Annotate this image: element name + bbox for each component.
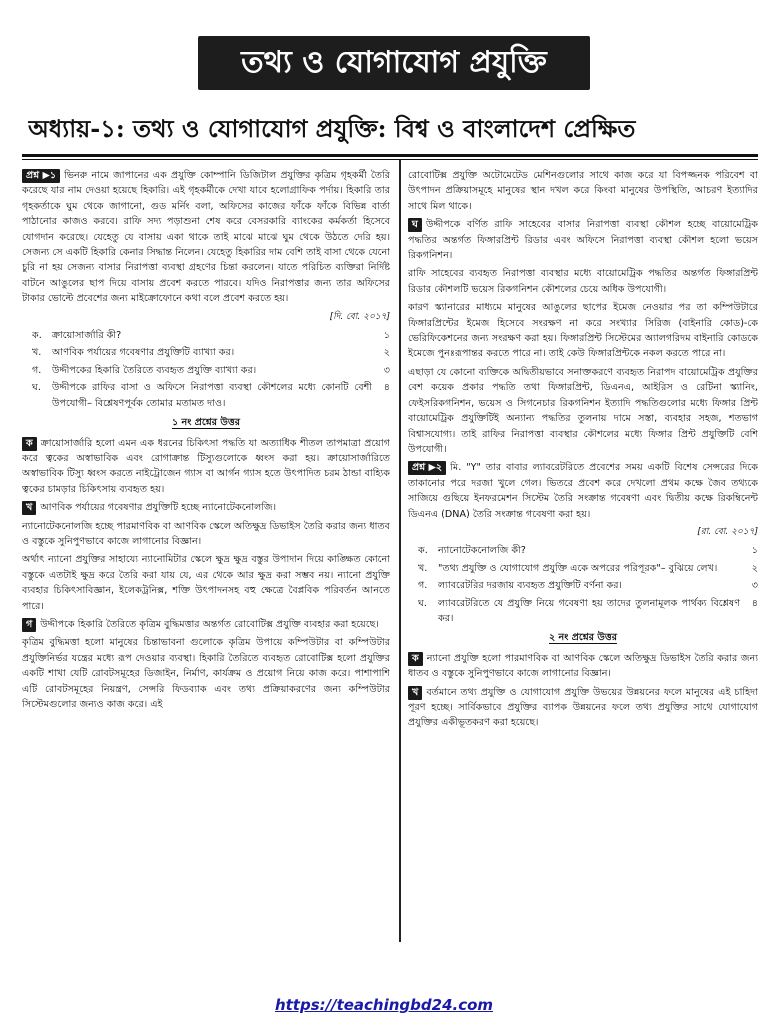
answer-1-ga-continued: রোবোটিক্স প্রযুক্তি অটোমেটেড মেশিনগুলোর সাথে কাজ করে যা বিপজ্জনক পরিবেশ বা উৎপাদন প্রক্রিয়াসমূহে মানুষের স্থান দখল করে কিংবা মানুষের উপস্থিতি, আচরণ ইত্যাদির সাথে মিল থাকে। xyxy=(408,170,758,212)
question-2-tag: প্রশ্ন ▶২ xyxy=(408,461,446,475)
right-column xyxy=(408,168,758,938)
question-item: ক. ক্রায়োসার্জারি কী? ১ xyxy=(32,330,390,342)
question-item: ঘ. ল্যাবরেটরিতে যে প্রযুক্তি নিয়ে গবেষণা হয় তাদের তুলনামূলক পার্থক্য বিশ্লেষণ কর। ৪ xyxy=(418,597,758,624)
answer-2-kha: খ বর্তমানে তথ্য প্রযুক্তি ও যোগাযোগ প্রযুক্তি উভয়ের উন্নয়নের ফলে মানুষের এই চাহিদা পূরণ হচ্ছে। সার্বিকভাবে প্রযুক্তির ব্যাপক উন্নয়নের ফলে তথ্য প্রযুক্তির সাথে যোগাযোগ প্রযুক্তির একীভূতকরণ করা হয়েছে। xyxy=(408,686,758,729)
answer-1-ga: গ উদ্দীপকে হিকারি তৈরিতে কৃত্রিম বুদ্ধিমত্তার অন্তর্গত রোবোটিক্স প্রযুক্তি ব্যবহার করা হয়েছে। xyxy=(22,617,390,632)
question-item: গ. ল্যাবরেটরির দরজায় ব্যবহৃত প্রযুক্তিটি বর্ণনা কর। ৩ xyxy=(418,580,758,592)
left-column xyxy=(22,168,390,938)
title-rule-bottom xyxy=(22,159,758,160)
question-item: গ. উদ্দীপকের হিকারি তৈরিতে ব্যবহৃত প্রযুক্তি ব্যাখ্যা কর। ৩ xyxy=(32,364,390,376)
chapter-title: অধ্যায়-১: তথ্য ও যোগাযোগ প্রযুক্তি: বিশ্ব ও বাংলাদেশ প্রেক্ষিত xyxy=(28,114,636,143)
answer-tag-ga: গ xyxy=(22,618,36,632)
question-2-stem: প্রশ্ন ▶২ মি. "Y" তার বাবার ল্যাবরেটরিতে প্রবেশের সময় একটি বিশেষ সেন্সরের দিকে তাকানোর পরে দরজা খুলে গেল। ভিতরে প্রবেশ করে দেখলো প্রথম কক্ষে জৈব তথ্যকে সাজিয়ে গুছিয়ে ইনফরমেশন সিস্টেম তৈরি সংক্রান্ত গবেষণা এবং দ্বিতীয় কক্ষে রিকম্বিনেন্ট ডিএনএ (DNA) তৈরি সংক্রান্ত গবেষণা করা হয়। xyxy=(408,462,758,520)
answer-1-kha-p2: ন্যানোটেকনোলজি হচ্ছে পারমাণবিক বা আণবিক স্কেলে অতিক্ষুদ্র ডিভাইস তৈরি করার জন্য ধাতব ও বস্তুকে সুনিপুণভাবে কাজে লাগানোর বিজ্ঞান। xyxy=(22,520,390,547)
website-link[interactable]: https://teachingbd24.com xyxy=(274,996,494,1014)
question-1-tag: প্রশ্ন ▶১ xyxy=(22,169,60,183)
question-1-stem: প্রশ্ন ▶১ ভিনরু নামে জাপানের এক প্রযুক্তি কোম্পানি ডিজিটাল প্রযুক্তির কৃত্রিম গৃহকর্মী তৈরি করেছে যার নাম দেওয়া হয়েছে হিকারি। এই গৃহকর্মীকে দেখা যাবে হলোগ্রাফিক পর্দায়। হিকারি তার গৃহকর্তাকে ঘুম থেকে জাগানো, গুড মর্নিং বলা, অফিসের কাজের ফাঁকে ফাঁকে বিভিন্ন বার্তা পাঠানোর কাজও করবে। রাফি সদ্য পড়াশুনা শেষ করে বেসরকারি ব্যাংকের কর্মকর্তা হিসেবে যোগদান করেছে। যেহেতু যে বাসায় একা থাকে তাই মাঝে মাঝে ঘুম থেকে উঠতে দেরি হয়। সেজন্য সে একটি হিকারি কেনার সিদ্ধান্ত নিলেন। যেহেতু হিকারির দাম বেশি তাই বাসা থেকে যেনো চুরি না হয় সেজন্য বাসার নিরাপত্তা ব্যবস্থা গ্রহণের চিন্তা করলেন। যাতে পরিচিত ব্যক্তিরা নির্দিষ্ট বাটনে আঙুলের ছাপ দিয়ে বাসায় প্রবেশ করতে পারবে। যদিও নিরাপত্তার জন্য তার অফিসের টাকার ভোল্টে প্রবেশের জন্য মাইক্রোফোনে কথা বলে প্রবেশ করতে হয়। xyxy=(22,170,390,305)
answer-1-ga-p2: কৃত্রিম বুদ্ধিমত্তা হলো মানুষের চিন্তাভাবনা গুলোকে কৃত্রিম উপায়ে কম্পিউটার বা কম্পিউটার প্রযুক্তিনির্ভর যন্ত্রের মধ্যে রূপ দেওয়ার ব্যবস্থা। হিকারি তৈরিতে ব্যবহৃত রোবোটিক্স হলো প্রযুক্তির একটি শাখা যেটি রোবটসমূহের ডিজাইন, নির্মাণ, কার্যক্রম ও প্রয়োগ নিয়ে কাজ করে। পাশাপাশি এটি রোবটসমূহের নিয়ন্ত্রণ, সেন্সরি ফিডব্যাক এবং তথ্য প্রক্রিয়াকরণের জন্য কম্পিউটার সিস্টেমগুলোর জন্যও কাজ করে। এই xyxy=(22,637,390,710)
question-item: ঘ. উদ্দীপকে রাফির বাসা ও অফিসে নিরাপত্তা ব্যবস্থা কৌশলের মধ্যে কোনটি বেশী উপযোগী– বিশ্লেষণপূর্বক তোমার মতামত দাও। ৪ xyxy=(32,382,390,409)
question-1-items xyxy=(22,328,390,411)
answer-1-gha-p4: এছাড়া যে কোনো ব্যক্তিকে অদ্বিতীয়ভাবে সনাক্তকরণে ব্যবহৃত নিরাপদ বায়োমেট্রিক প্রযুক্তির বেশ কয়েক প্রকার পদ্ধতি তথা ফিঙ্গারপ্রিন্ট, ডিএনএ, আইরিস ও রেটিনা স্ক্যানিং, ফেইসরিকগনিশন, ভয়েস ও সিগনেচার রিকগনিশন ইত্যাদি পদ্ধতিগুলোর মধ্যে ফিঙ্গার প্রিন্ট বায়োমেট্রিক প্রযুক্তিটিই অন্যান্য পদ্ধতির তুলনায় দামে সস্তা, ব্যবহার সহজ, শতভাগ বিশ্বাসযোগ্য। তাই রাফির নিরাপত্তা ব্যবস্থার কৌশলের মধ্যে ফিঙ্গার প্রিন্ট প্রযুক্তিটি বেশি উপযোগী। xyxy=(408,366,758,455)
answer-1-heading: ১ নং প্রশ্নের উত্তর xyxy=(171,417,241,429)
answer-1-kha: খ আণবিক পর্যায়ের গবেষণার প্রযুক্তিটি হচ্ছে ন্যানোটেকনোলজি। xyxy=(22,500,390,515)
question-item: খ. আণবিক পর্যায়ের গবেষণার প্রযুক্তিটি ব্যাখ্যা কর। ২ xyxy=(32,347,390,359)
answer-tag-gha: ঘ xyxy=(408,218,422,232)
answer-2-heading: ২ নং প্রশ্নের উত্তর xyxy=(548,632,618,644)
question-item: খ. "তথ্য প্রযুক্তি ও যোগাযোগ প্রযুক্তি একে অপরের পরিপূরক"– বুঝিয়ে লেখ। ২ xyxy=(418,562,758,574)
answer-tag-ka: ক xyxy=(22,437,37,451)
subject-banner: তথ্য ও যোগাযোগ প্রযুক্তি xyxy=(198,36,590,90)
question-2-source: [রা. বো. ২০১৭] xyxy=(697,526,758,537)
answer-tag-ka: ক xyxy=(408,652,423,666)
answer-tag-kha: খ xyxy=(22,501,36,515)
answer-1-gha: ঘ উদ্দীপকে বর্ণিত রাফি সাহেবের বাসার নিরাপত্তা ব্যবস্থা কৌশল হচ্ছে বায়োমেট্রিক পদ্ধতির অন্তর্গত ফিঙ্গারপ্রিন্ট রিডার এবং অফিসে নিরাপত্তা ব্যবস্থা কৌশল হলো ভয়েস রিকগনিশন। xyxy=(408,219,758,262)
answer-1-kha-p3: অর্থাৎ ন্যানো প্রযুক্তির সাহায্যে ন্যানোমিটার স্কেলে ক্ষুদ্র ক্ষুদ্র বস্তুর উপাদান দিয়ে কাঙ্ক্ষিত কোনো বস্তুকে এতটাই ক্ষুদ্র করে তৈরি করা যায় যে, এর থেকে আর ক্ষুদ্র করা সম্ভব নয়। ন্যানো প্রযুক্তি ব্যবহার চিকিৎসাবিজ্ঞান, ইলেকট্রনিক্স, শক্তি উৎপাদনসহ বহু ক্ষেত্রে বৈপ্লবিক পরিবর্তন আনতে পারে। xyxy=(22,554,390,612)
title-rule-top xyxy=(22,154,758,157)
answer-1-gha-p3: কারণ স্ক্যানারের মাধ্যমে মানুষের আঙুলের ছাপের ইমেজ নেওয়ার পর তা কম্পিউটারে ফিঙ্গারপ্রিন্টের ইমেজ হিসেবে সংরক্ষণ না করে সংখ্যার সিরিজ (বাইনারি কোড)-কে ভেরিফিকেশনের জন্য সংরক্ষণ করা হয়। ফিঙ্গারপ্রিন্ট সিস্টেমের অ্যালগরিদম বাইনারি কোডকে ইমেজে পুনঃরূপান্তর করতে পারে না। তাই কেউ ফিঙ্গারপ্রিন্টকে নকল করতে পারে না। xyxy=(408,302,758,360)
question-1-source: [দি. বো. ২০১৭] xyxy=(329,311,390,322)
answer-tag-kha: খ xyxy=(408,686,422,700)
answer-2-ka: ক ন্যানো প্রযুক্তি হলো পারমাণবিক বা আণবিক স্কেলে অতিক্ষুদ্র ডিভাইস তৈরি করার জন্য ধাতব ও বস্তুকে সুনিপুণভাবে কাজে লাগানোর বিজ্ঞান। xyxy=(408,652,758,680)
question-item: ক. ন্যানোটেকনোলজি কী? ১ xyxy=(418,545,758,557)
question-2-items xyxy=(408,543,758,626)
answer-1-ka: ক ক্রায়োসার্জারি হলো এমন এক ধরনের চিকিৎসা পদ্ধতি যা অত্যাধিক শীতল তাপমাত্রা প্রয়োগ করে ত্বকের অস্বাভাবিক এবং রোগাক্রান্ত টিস্যুগুলোকে ধ্বংস করা হয়। ক্রায়োসার্জারিতে অস্বাভাবিক টিস্যু ধ্বংস করতে নাইট্রোজেন গ্যাস বা আর্গন গ্যাস হতে উৎপাদিত চরম ঠান্ডা বাহ্যিক ত্বকের চামড়ার চিকিৎসায় ব্যবহৃত হয়। xyxy=(22,437,390,495)
column-divider xyxy=(399,160,401,942)
answer-1-gha-p2: রাফি সাহেবের ব্যবহৃত নিরাপত্তা ব্যবস্থার মধ্যে বায়োমেট্রিক পদ্ধতির অন্তর্গত ফিঙ্গারপ্রিন্ট রিডার কৌশলটি ভয়েস রিকগনিশন কৌশলের চেয়ে অধিক উপযোগী। xyxy=(408,268,758,295)
